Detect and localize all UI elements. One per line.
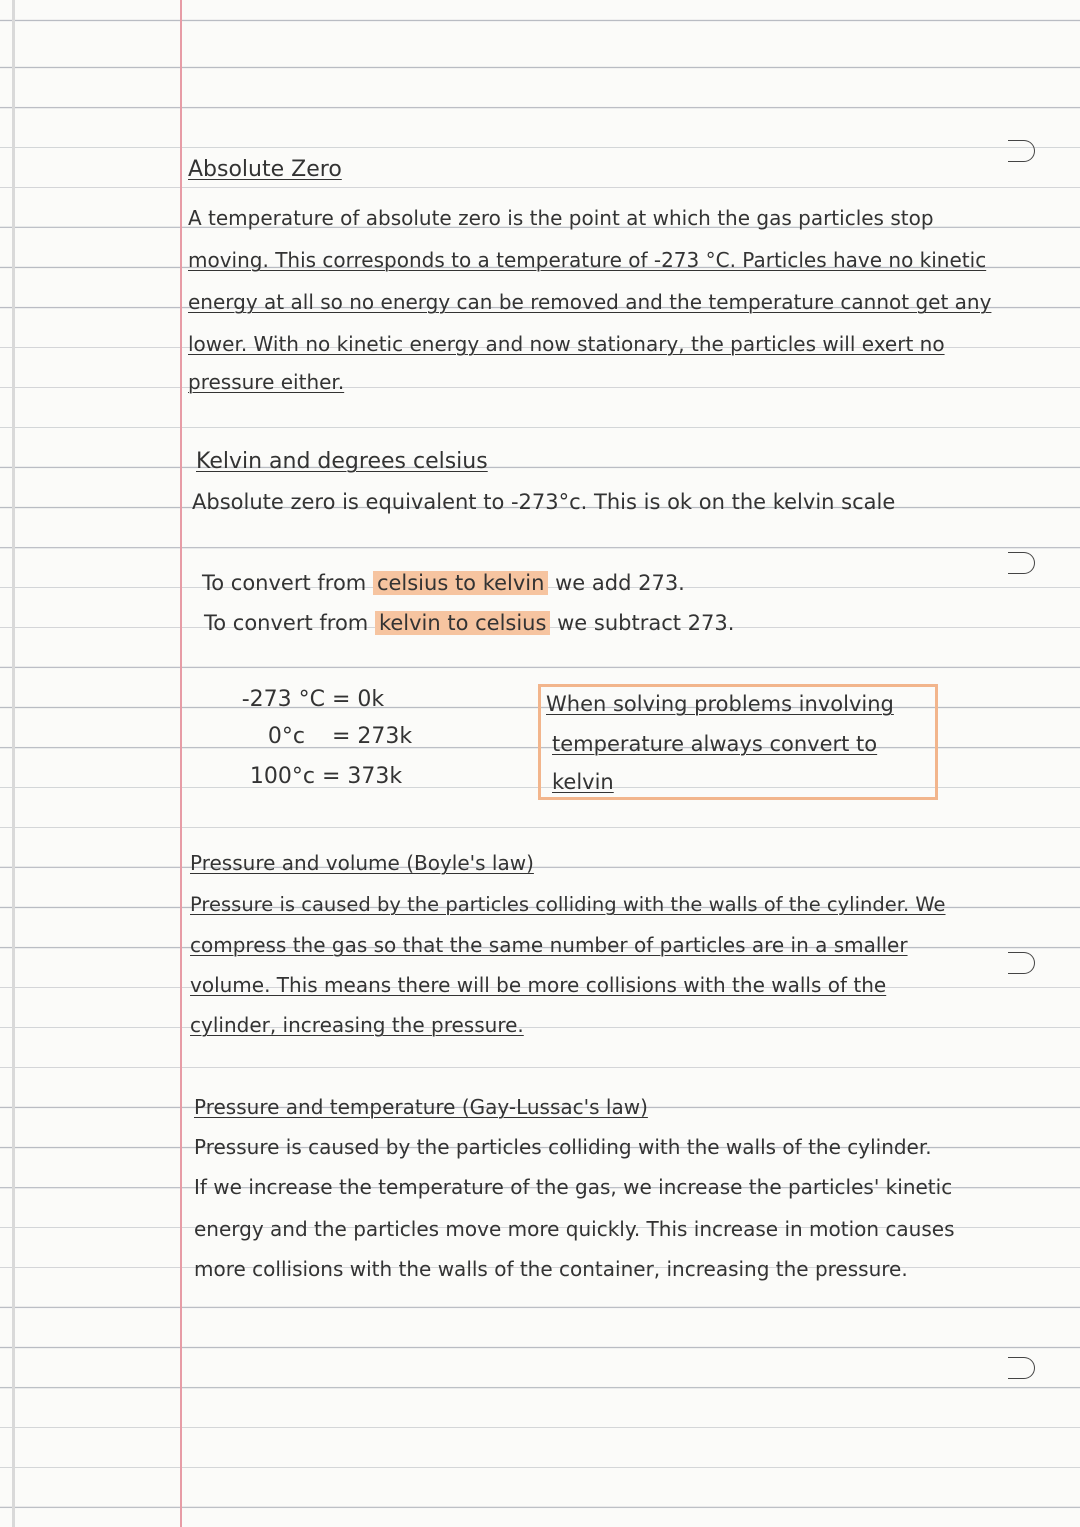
heading-boyles-law: Pressure and volume (Boyle's law) <box>190 851 534 875</box>
text-line: volume. This means there will be more collisions with the walls of the <box>190 973 887 997</box>
text-line: compress the gas so that the same number of particles are in a smaller <box>190 933 908 957</box>
note-line: kelvin <box>552 770 614 794</box>
convert-text: To convert from <box>202 571 367 595</box>
text-line: lower. With no kinetic energy and now stationary, the particles will exert no <box>188 332 945 356</box>
convert-line-k-to-c <box>204 609 734 637</box>
convert-text: we subtract 273. <box>557 611 735 635</box>
heading-absolute-zero: Absolute Zero <box>188 157 342 182</box>
conversion-celsius: -273 °C <box>241 687 325 712</box>
binder-hole-mark <box>1008 552 1035 574</box>
convert-text: To convert from <box>204 611 369 635</box>
convert-text: we add 273. <box>555 571 685 595</box>
text-line: Pressure is caused by the particles colliding with the walls of the cylinder. We <box>190 893 946 916</box>
binder-hole-mark <box>1008 1357 1035 1379</box>
binder-hole-mark <box>1008 952 1035 974</box>
binder-hole-mark <box>1008 140 1035 162</box>
text-line: If we increase the temperature of the gas, we increase the particles' kinetic <box>194 1175 953 1199</box>
text-line: moving. This corresponds to a temperature of -273 °C. Particles have no kinetic <box>188 248 987 272</box>
heading-kelvin: Kelvin and degrees celsius <box>196 449 488 474</box>
page-edge <box>12 0 15 1527</box>
text-line: energy at all so no energy can be removed and the temperature cannot get any <box>188 290 992 314</box>
heading-gay-lussac-law: Pressure and temperature (Gay-Lussac's law) <box>194 1095 648 1119</box>
conversion-celsius: 100°c <box>249 764 315 789</box>
conversion-kelvin: = 273k <box>332 724 413 749</box>
text-line: pressure either. <box>188 370 345 394</box>
conversion-kelvin: = 0k <box>332 687 385 712</box>
highlight: kelvin to celsius <box>375 611 551 635</box>
text-line: A temperature of absolute zero is the point at which the gas particles stop <box>188 206 934 230</box>
text-line: cylinder, increasing the pressure. <box>190 1013 524 1037</box>
text-line: Absolute zero is equivalent to -273°c. This is ok on the kelvin scale <box>192 490 896 514</box>
highlight: celsius to kelvin <box>373 571 549 595</box>
convert-line-c-to-k <box>202 569 685 597</box>
note-line: When solving problems involving <box>546 692 894 716</box>
margin-line <box>180 0 182 1527</box>
text-line: more collisions with the walls of the container, increasing the pressure. <box>194 1257 908 1281</box>
note-line: temperature always convert to <box>552 732 878 756</box>
text-line: energy and the particles move more quickly. This increase in motion causes <box>194 1217 955 1241</box>
text-line: Pressure is caused by the particles colliding with the walls of the cylinder. <box>194 1135 932 1159</box>
conversion-celsius: 0°c <box>267 724 305 749</box>
conversion-kelvin: = 373k <box>322 764 403 789</box>
